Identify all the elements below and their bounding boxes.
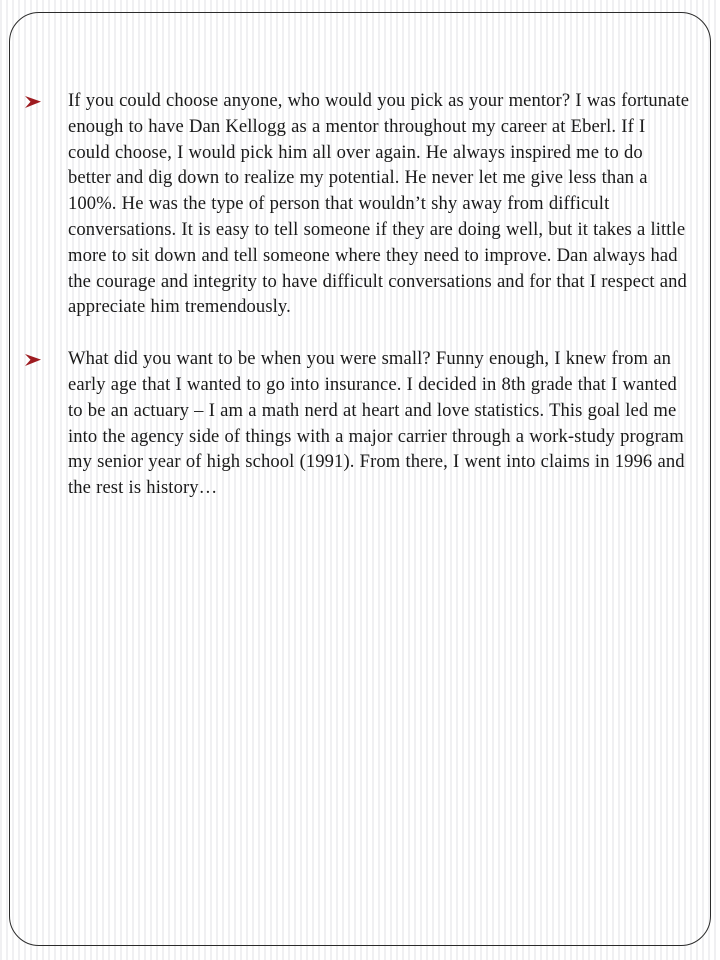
- list-item: [22, 346, 690, 501]
- list-item-text: If you could choose anyone, who would you pick as your mentor? I was fortunate enough to have Dan Kellogg as a mentor throughout my career at Eberl. If I could choose, I would pick him all over again. He always inspired me to do better and dig down to realize my potential. He never let me give less than a 100%. He was the type of person that wouldn’t shy away from difficult conversations. It is easy to tell someone if they are doing well, but it takes a little more to sit down and tell someone where they need to improve. Dan always had the courage and integrity to have difficult conversations and for that I respect and appreciate him tremendously.: [68, 90, 690, 318]
- list-item: [22, 88, 690, 320]
- list-item-text: What did you want to be when you were small? Funny enough, I knew from an early age that I wanted to go into insurance. I decided in 8th grade that I wanted to be an actuary – I am a math nerd at heart and love statistics. This goal led me into the agency side of things with a major carrier through a work-study program my senior year of high school (1991). From there, I went into claims in 1996 and the rest is history…: [68, 348, 685, 499]
- arrowhead-bullet-icon: [24, 90, 54, 114]
- arrowhead-bullet-icon: [24, 348, 54, 372]
